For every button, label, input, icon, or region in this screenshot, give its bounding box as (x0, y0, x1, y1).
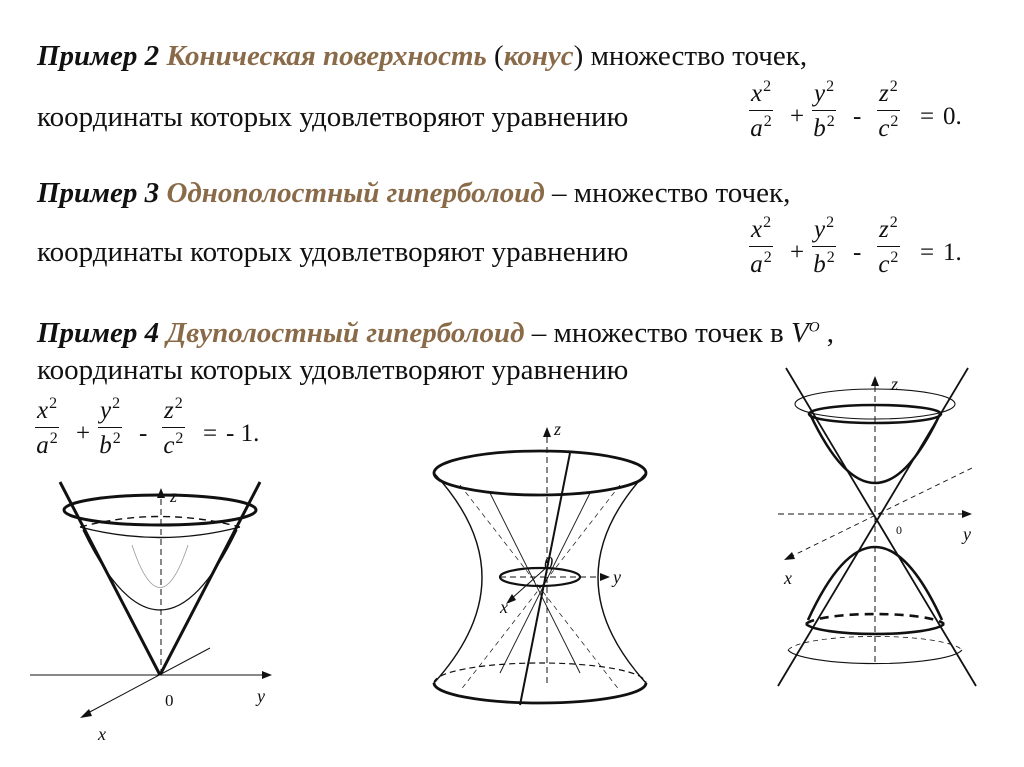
eq4-frac-y: $\frac{y^2}{b^2}$ (99, 395, 121, 459)
eq2-frac-y: $\frac{y^2}{b^2}$ (813, 78, 835, 142)
example-2-term: Коническая поверхность (166, 40, 487, 72)
eq3-frac-z: $\frac{z^2}{c^2}$ (878, 214, 899, 278)
cone-x-label: x (98, 724, 106, 744)
h2-z-label: z (891, 374, 899, 394)
h1-y-arrowhead (600, 573, 610, 581)
cone-origin-label: 0 (165, 691, 174, 710)
h1-z-arrowhead (543, 427, 551, 437)
hyperboloid-one-figure (420, 415, 660, 715)
example-2-term-extra: конус (503, 40, 574, 72)
eq2-equals: = (920, 103, 935, 130)
example-4-heading (37, 319, 834, 348)
example-2-title: Пример 2 (37, 40, 160, 72)
example-4-after: , (819, 317, 835, 349)
h2-asymptote-1 (786, 368, 976, 686)
example-3-line2: координаты которых удовлетворяют уравнению (37, 236, 629, 268)
eq2-minus: - (853, 103, 862, 130)
h2-y-arrowhead (962, 510, 972, 518)
example-3-rest: – множество точек, (544, 177, 791, 209)
cone-y-label: y (257, 686, 265, 706)
cone-right-generator (160, 482, 260, 675)
cone-figure (20, 470, 320, 750)
eq3-equals: = (920, 239, 935, 266)
example-4-line2: координаты которых удовлетворяют уравнению (37, 354, 629, 386)
example-2-heading (37, 42, 807, 71)
eq3-plus: + (790, 239, 805, 266)
cone-left-generator (60, 482, 160, 675)
eq3-rhs: 1. (943, 239, 962, 266)
h2-x-arrowhead (784, 552, 795, 560)
example-3-title: Пример 3 (37, 177, 160, 209)
example-3-heading (37, 179, 790, 208)
eq4-equals: = (203, 420, 218, 447)
eq3-minus: - (853, 239, 862, 266)
eq4-rhs: - 1. (226, 420, 260, 447)
eq4-frac-x: $\frac{x^2}{a^2}$ (36, 395, 58, 459)
h2-origin-label: 0 (896, 523, 902, 537)
eq3-frac-x: $\frac{x^2}{a^2}$ (750, 214, 772, 278)
example-4-term: Двуполостный гиперболоид (166, 317, 525, 349)
h1-left-profile (434, 473, 482, 683)
eq3-frac-y: $\frac{y^2}{b^2}$ (813, 214, 835, 278)
h1-bottom-ellipse-back (434, 663, 646, 683)
cone-x-arrowhead (80, 709, 92, 718)
h1-generator-5 (520, 453, 570, 705)
hyperboloid-two-figure (772, 362, 1002, 692)
cone-paraboloid (83, 530, 237, 610)
h1-bottom-ellipse-front (434, 683, 646, 703)
space-symbol: V (790, 317, 809, 349)
eq2-rhs: 0. (943, 103, 962, 130)
eq2-frac-x: $\frac{x^2}{a^2}$ (750, 78, 772, 142)
cone-y-arrowhead (262, 671, 272, 679)
example-2-paren-open: ( (486, 40, 504, 72)
h1-y-label: y (613, 567, 621, 587)
eq4-plus: + (76, 420, 91, 447)
space-symbol-sup: O (808, 319, 820, 336)
example-2-paren-close: ) (573, 40, 584, 72)
cone-section-front (80, 527, 240, 538)
example-2-rest: множество точек, (583, 40, 808, 72)
cone-z-label: z (170, 486, 178, 506)
example-4-rest: – множество точек в (524, 317, 791, 349)
cone-top-rim (64, 495, 256, 525)
h2-y-label: y (963, 524, 971, 544)
h1-origin-label: 0 (544, 553, 553, 573)
h1-top-ellipse (434, 451, 646, 495)
h2-z-arrowhead (871, 376, 879, 386)
example-4-title: Пример 4 (37, 317, 160, 349)
h1-x-label: x (500, 597, 508, 617)
cone-inner-hint (132, 545, 188, 588)
example-3-term: Однополостный гиперболоид (166, 177, 545, 209)
h1-z-label: z (554, 419, 562, 439)
eq4-frac-z: $\frac{z^2}{c^2}$ (163, 395, 184, 459)
example-2-line2: координаты которых удовлетворяют уравнению (37, 101, 629, 133)
cone-x-axis-line (86, 648, 210, 714)
eq2-plus: + (790, 103, 805, 130)
eq2-frac-z: $\frac{z^2}{c^2}$ (878, 78, 899, 142)
eq4-minus: - (139, 420, 148, 447)
h2-x-label: x (784, 568, 792, 588)
